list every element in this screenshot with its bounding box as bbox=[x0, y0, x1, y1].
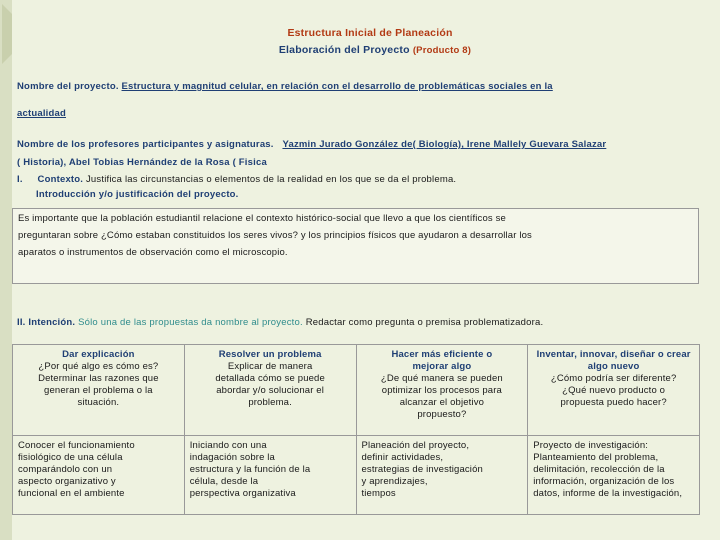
justification-line-1: Es importante que la población estudiantil relacione el contexto histórico-social que llevo a que los científicos se bbox=[18, 213, 506, 224]
option-desc: ¿Cómo podría ser diferente? bbox=[550, 373, 677, 384]
answer-line: comparándolo con un bbox=[18, 464, 113, 475]
teachers-value: Yazmin Jurado González de( Biología), Irene Mallely Guevara Salazar bbox=[282, 139, 607, 150]
answer-line: funcional en el ambiente bbox=[18, 488, 125, 499]
option-solve-cell bbox=[184, 345, 356, 436]
option-heading: mejorar algo bbox=[412, 361, 472, 372]
answer-line: información, organización de los bbox=[533, 476, 675, 487]
project-value: Estructura y magnitud celular, en relación con el desarrollo de problemáticas sociales en la bbox=[121, 81, 553, 92]
option-desc: ¿Por qué algo es cómo es? bbox=[38, 361, 159, 372]
answer-line: Conocer el funcionamiento bbox=[18, 440, 135, 451]
answer-invent-cell bbox=[528, 436, 700, 515]
context-text: Justifica las circunstancias o elementos de la realidad en los que se da el problema. bbox=[85, 174, 457, 185]
intention-instruction: Redactar como pregunta o premisa problematizadora. bbox=[305, 317, 544, 328]
answer-line: aspecto organizativo y bbox=[18, 476, 116, 487]
option-heading: Dar explicación bbox=[62, 349, 135, 360]
context-roman: I. bbox=[17, 174, 23, 185]
option-desc: ¿De qué manera se pueden bbox=[380, 373, 503, 384]
option-desc: propuesto? bbox=[417, 409, 467, 420]
option-desc: optimizar los procesos para bbox=[381, 385, 502, 396]
option-desc: alcanzar el objetivo bbox=[399, 397, 485, 408]
teachers-label: Nombre de los profesores participantes y asignaturas. bbox=[17, 139, 274, 150]
answer-line: datos, informe de la investigación, bbox=[533, 488, 683, 499]
intention-label: Intención. bbox=[28, 317, 76, 328]
option-heading: Hacer más eficiente o bbox=[391, 349, 493, 360]
intention-note: Sólo una de las propuestas da nombre al proyecto. bbox=[78, 317, 303, 328]
table-body-row bbox=[13, 436, 700, 515]
answer-line: estrategias de investigación bbox=[361, 464, 483, 475]
justification-line-3: aparatos o instrumentos de observación como el microscopio. bbox=[18, 247, 288, 258]
answer-line: Planeación del proyecto, bbox=[361, 440, 470, 451]
left-decorative-bar bbox=[0, 0, 12, 540]
answer-line: perspectiva organizativa bbox=[189, 488, 296, 499]
page-subtitle bbox=[0, 44, 720, 56]
answer-line: indagación sobre la bbox=[189, 452, 275, 463]
intro-heading: Introducción y/o justificación del proyecto. bbox=[36, 189, 239, 200]
page-title: Estructura Inicial de Planeación bbox=[287, 27, 453, 39]
project-value-line2: actualidad bbox=[17, 108, 66, 119]
justification-box bbox=[12, 208, 699, 284]
answer-explain-cell bbox=[13, 436, 185, 515]
answer-line: y aprendizajes, bbox=[361, 476, 428, 487]
justification-line-2: preguntaran sobre ¿Cómo estaban constituidos los seres vivos? y los principios físicos que ayudaron a desarrollar los bbox=[18, 230, 532, 241]
context-row bbox=[17, 174, 456, 185]
answer-line: estructura y la función de la bbox=[189, 464, 311, 475]
option-desc: Explicar de manera bbox=[227, 361, 313, 372]
option-improve-cell bbox=[356, 345, 528, 436]
option-explain-cell bbox=[13, 345, 185, 436]
answer-solve-cell bbox=[184, 436, 356, 515]
option-desc: generan el problema o la bbox=[44, 385, 153, 396]
answer-line: célula, desde la bbox=[189, 476, 259, 487]
subtitle-text: Elaboración del Proyecto bbox=[278, 44, 410, 56]
option-desc: detallada cómo se puede bbox=[215, 373, 325, 384]
intention-options-table bbox=[12, 344, 700, 515]
option-desc: situación. bbox=[77, 397, 120, 408]
answer-line: tiempos bbox=[361, 488, 396, 499]
teachers-value-line2: ( Historia), Abel Tobias Hernández de la Rosa ( Fisica bbox=[17, 157, 267, 168]
project-label: Nombre del proyecto. bbox=[17, 81, 119, 92]
context-label: Contexto. bbox=[37, 174, 84, 185]
option-desc: propuesta puedo hacer? bbox=[560, 397, 667, 408]
answer-line: Proyecto de investigación: bbox=[533, 440, 649, 451]
option-heading: Inventar, innovar, diseñar o crear bbox=[536, 349, 691, 360]
product-label: (Producto 8) bbox=[412, 45, 472, 56]
project-name-row bbox=[17, 81, 553, 92]
answer-line: delimitación, recolección de la bbox=[533, 464, 665, 475]
table-header-row bbox=[13, 345, 700, 436]
option-heading: algo nuevo bbox=[587, 361, 640, 372]
teachers-row bbox=[17, 139, 606, 150]
intention-row bbox=[17, 317, 543, 328]
option-desc: problema. bbox=[248, 397, 292, 408]
intention-roman: II. bbox=[17, 317, 26, 328]
answer-line: Iniciando con una bbox=[189, 440, 267, 451]
option-desc: Determinar las razones que bbox=[38, 373, 159, 384]
option-invent-cell bbox=[528, 345, 700, 436]
answer-line: fisiológico de una célula bbox=[18, 452, 123, 463]
answer-improve-cell bbox=[356, 436, 528, 515]
answer-line: definir actividades, bbox=[361, 452, 444, 463]
option-desc: abordar y/o solucionar el bbox=[216, 385, 325, 396]
option-heading: Resolver un problema bbox=[218, 349, 322, 360]
answer-line: Planteamiento del problema, bbox=[533, 452, 659, 463]
option-desc: ¿Qué nuevo producto o bbox=[562, 385, 666, 396]
